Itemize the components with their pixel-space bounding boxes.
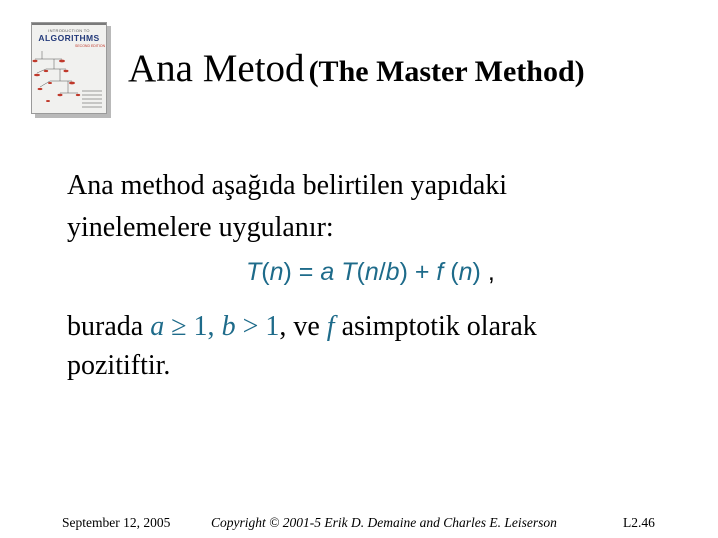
cond-suffix: asimptotik olarak	[334, 311, 537, 342]
formula-b: b	[385, 258, 400, 286]
cond-a: a	[150, 311, 165, 342]
formula-n-3: n	[458, 258, 473, 286]
recurrence-formula	[246, 260, 495, 285]
body-line-5: pozitiftir.	[67, 350, 171, 381]
formula-a: a	[320, 258, 335, 286]
cover-top-stripe	[32, 23, 106, 25]
cond-geq: ≥ 1,	[164, 311, 222, 342]
body-condition-line	[67, 313, 537, 341]
cond-comma: , ve	[279, 311, 327, 342]
title-subtitle: (The Master Method)	[308, 55, 585, 88]
formula-plus: ) +	[399, 258, 437, 286]
formula-slash: /	[378, 258, 386, 286]
formula-open-3: (	[443, 258, 459, 286]
title-main: Ana Metod	[128, 47, 305, 90]
body-line-2: yinelemelere uygulanır:	[67, 212, 334, 243]
cond-gt: > 1	[235, 311, 280, 342]
formula-T: T	[246, 258, 262, 286]
cover-title-text: ALGORITHMS	[38, 33, 100, 43]
footer-page-number: L2.46	[623, 515, 655, 530]
cover-series-text: INTRODUCTION TO	[48, 28, 90, 33]
cond-f: f	[326, 311, 335, 342]
formula-eq: ) =	[283, 258, 321, 286]
cover-edition-text: SECOND EDITION	[75, 44, 106, 48]
footer-copyright: Copyright © 2001-5 Erik D. Demaine and Charles E. Leiserson	[211, 515, 557, 530]
formula-n-1: n	[269, 258, 284, 286]
formula-n-2: n	[364, 258, 379, 286]
cond-prefix: burada	[67, 311, 151, 342]
book-cover-image	[31, 22, 107, 114]
footer-date: September 12, 2005	[62, 515, 171, 530]
body-line-1: Ana method aşağıda belirtilen yapıdaki	[67, 170, 508, 201]
formula-open-2: (	[356, 258, 365, 286]
slide-title	[128, 46, 585, 91]
cover-mobile-illustration	[32, 49, 106, 113]
formula-T-2: T	[341, 258, 357, 286]
formula-open-1: (	[261, 258, 270, 286]
cond-b: b	[221, 311, 236, 342]
formula-close-3: )	[472, 258, 481, 286]
formula-f: f	[436, 258, 444, 286]
formula-trailing-comma: ,	[480, 258, 495, 286]
